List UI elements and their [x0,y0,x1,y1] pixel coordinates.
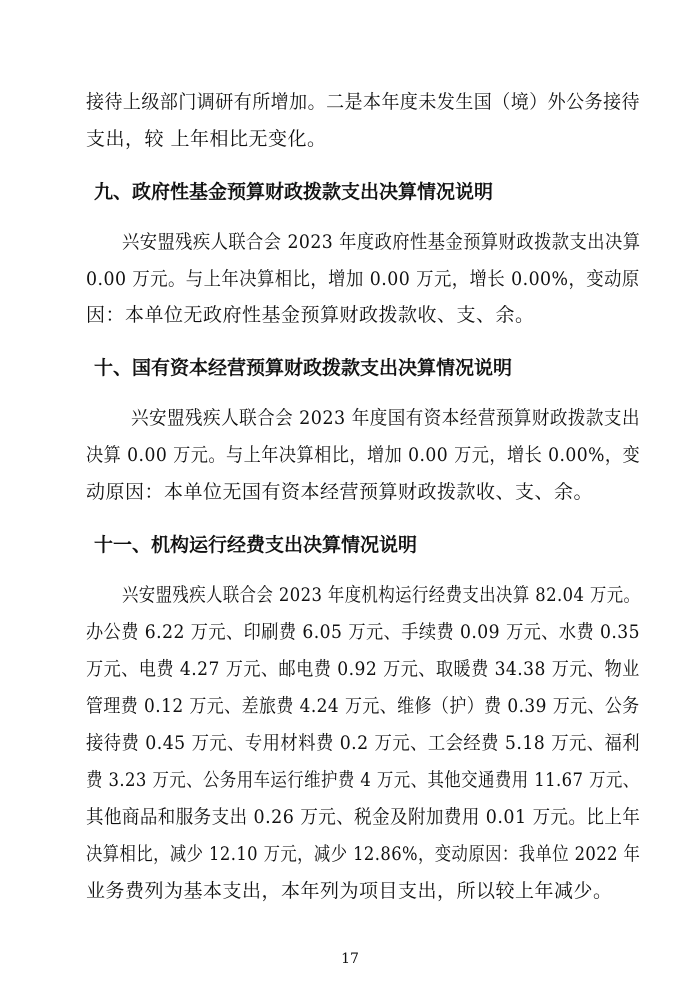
paragraph-line: 其他商品和服务支出 0.26 万元、税金及附加费用 0.01 万元。比上年 [86,806,641,828]
section-heading-10: 十、国有资本经营预算财政拨款支出决算情况说明 [94,357,513,379]
paragraph-line: 0.00 万元。与上年决算相比，增加 0.00 万元，增长 0.00%，变动原 [86,268,640,290]
paragraph-line: 支出，较 上年相比无变化。 [86,128,327,150]
paragraph-line: 决算 0.00 万元。与上年决算相比，增加 0.00 万元，增长 0.00%，变 [86,444,641,466]
paragraph-line: 办公费 6.22 万元、印刷费 6.05 万元、手续费 0.09 万元、水费 0.35 [86,621,641,643]
paragraph-line: 决算相比，减少 12.10 万元，减少 12.86%，变动原因：我单位 2022 年 [86,843,641,865]
paragraph-line: 万元、电费 4.27 万元、邮电费 0.92 万元、取暖费 34.38 万元、物业 [86,658,640,680]
section-heading-9: 九、政府性基金预算财政拨款支出决算情况说明 [94,181,494,203]
paragraph-line: 因：本单位无政府性基金预算财政拨款收、支、余。 [86,304,535,326]
paragraph-line: 接待费 0.45 万元、专用材料费 0.2 万元、工会经费 5.18 万元、福利 [86,732,641,754]
section-heading-11: 十一、机构运行经费支出决算情况说明 [94,534,418,556]
paragraph-line: 管理费 0.12 万元、差旅费 4.24 万元、维修（护）费 0.39 万元、公务 [86,695,640,717]
paragraph-line: 兴安盟残疾人联合会 2023 年度国有资本经营预算财政拨款支出 [131,407,640,429]
paragraph-line: 动原因：本单位无国有资本经营预算财政拨款收、支、余。 [86,481,594,503]
paragraph-line: 业务费列为基本支出，本年列为项目支出，所以较上年减少。 [86,880,613,902]
paragraph-line: 兴安盟残疾人联合会 2023 年度机构运行经费支出决算 82.04 万元。 [122,584,641,606]
page-number: 17 [341,951,359,967]
paragraph-line: 费 3.23 万元、公务用车运行维护费 4 万元、其他交通费用 11.67 万元、 [86,769,640,791]
paragraph-line: 接待上级部门调研有所增加。二是本年度未发生国（境）外公务接待 [86,91,641,113]
paragraph-line: 兴安盟残疾人联合会 2023 年度政府性基金预算财政拨款支出决算 [122,231,641,253]
